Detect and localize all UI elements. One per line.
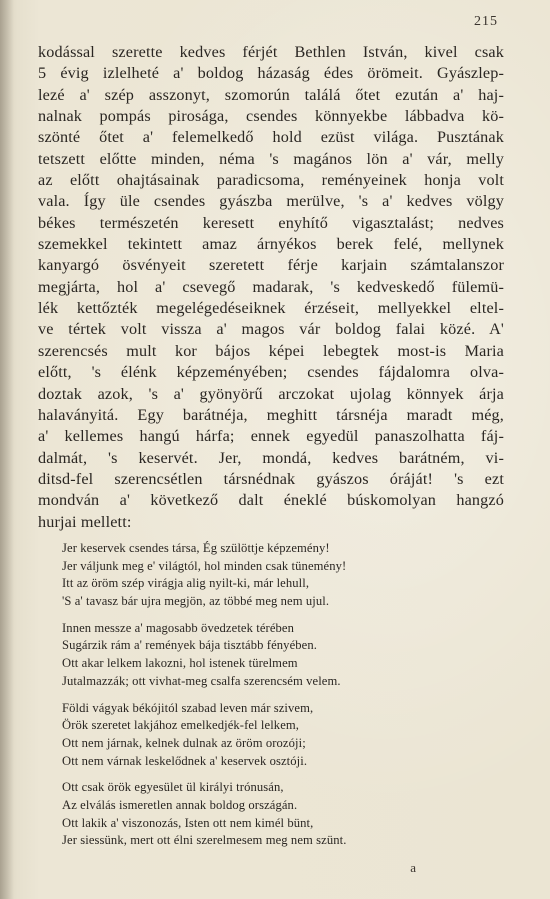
prose-line: szerencsés mult kor bájos képei lebegtek most-is Maria: [38, 341, 504, 360]
prose-line: szönté őtet a' felemelkedő hold ezüst világa. Pusztának: [38, 128, 504, 147]
poem-verse: Jer váljunk meg e' világtól, hol minden csak tünemény!: [62, 558, 347, 573]
poem: [62, 540, 482, 859]
prose-line: megjárta, hol a' csevegő madarak, 's kedveskedő fülemü-: [38, 277, 504, 296]
poem-verse: Földi vágyak békójitól szabad leven már szivem,: [62, 700, 314, 715]
poem-verse: Jutalmazzák; ott vivhat-meg csalfa szerencsém velem.: [62, 673, 341, 688]
poem-stanza: [62, 779, 482, 850]
binding-gutter-shadow: [0, 0, 14, 899]
prose-line: lezé a' szép asszonyt, szomorún találá őtet ezután a' haj-: [38, 85, 504, 104]
poem-verse: Ott csak örök egyesület ül királyi trónusán,: [62, 780, 284, 795]
prose-line: békes természetén keresett enyhítő vigasztalást; nedves: [38, 213, 504, 232]
prose-line: tetszett előtte minden, néma 's magános lön a' vár, melly: [38, 149, 504, 168]
prose-line: vala. Így üle csendes gyászba merülve, 's a' kedves völgy: [38, 192, 504, 211]
poem-verse: Jer siessünk, mert ott élni szerelmesem meg nem szünt.: [62, 833, 347, 848]
prose-line: ditsd-fel szerencsétlen társnédnak gyászos óráját! 's ezt: [38, 469, 504, 488]
prose-line: mondván a' következő dalt éneklé búskomolyan hangzó: [38, 491, 504, 510]
poem-verse: Jer keservek csendes társa, Ég szülöttje képzemény!: [62, 541, 330, 555]
poem-verse: Innen messze a' magosabb övedzetek térében: [62, 620, 295, 635]
poem-verse: Örök szeretet lakjához emelkedjék-fel lelkem,: [62, 718, 300, 733]
prose-line: nalnak pompás pirosága, csendes könnyekbe lábbadva kö-: [38, 107, 504, 126]
prose-body: [38, 42, 504, 533]
prose-line: kanyargó ösvényeit szeretett férje karjain számtalanszor: [38, 256, 504, 275]
poem-verse: Ott nem várnak leskelődnek a' keservek osztóji.: [62, 753, 308, 768]
printer-signature-mark: a: [410, 860, 416, 875]
prose-line: dalmát, 's keservét. Jer, mondá, kedves barátném, vi-: [38, 448, 504, 467]
poem-verse: Ott nem járnak, kelnek dulnak az öröm orozóji;: [62, 735, 306, 750]
prose-line: a' kellemes hangú hárfa; ennek egyedül panaszolhatta fáj-: [38, 427, 504, 446]
poem-verse: Az elválás ismeretlen annak boldog országán.: [62, 797, 298, 812]
poem-stanza: [62, 700, 482, 771]
prose-line: 5 évig izlelheté a' boldog házaság édes örömeit. Gyászlep-: [38, 64, 504, 83]
prose-line: szemekkel tekintett amaz árnyékos berek felé, mellynek: [38, 235, 504, 254]
poem-verse: 'S a' tavasz bár ujra megjön, az többé meg nem ujul.: [62, 594, 330, 609]
prose-line: kodással szerette kedves férjét Bethlen István, kivel csak: [38, 43, 504, 61]
poem-verse: Itt az öröm szép virágja alig nyilt-ki, már lehull,: [62, 576, 310, 591]
poem-verse: Sugárzik rám a' remények bája tisztább fényében.: [62, 638, 317, 653]
poem-stanza: [62, 540, 482, 611]
poem-verse: Ott akar lelkem lakozni, hol istenek türelmem: [62, 656, 298, 671]
prose-line: halaványitá. Egy barátnéja, meghitt társnéja maradt még,: [38, 405, 504, 424]
prose-line: hurjai mellett:: [38, 512, 132, 531]
prose-line: ve tértek volt vissza a' magos vár boldog falai közé. A': [38, 320, 504, 339]
prose-line: az előtt ohajtásainak paradicsoma, reményeinek honja volt: [38, 171, 504, 190]
poem-stanza: [62, 620, 482, 691]
prose-line: doztak azok, 's a' gyönyörű arczokat ujolag könnyek árja: [38, 384, 504, 403]
poem-verse: Ott lakik a' viszonozás, Isten ott nem kimél bünt,: [62, 815, 314, 830]
prose-line: előtt, 's élénk képzeményében; csendes fájdalomra olva-: [38, 363, 504, 382]
page-number: 215: [474, 14, 498, 29]
prose-line: lék kettőzték megelégedéseiknek érzéseit, mellyekkel eltel-: [38, 299, 504, 318]
